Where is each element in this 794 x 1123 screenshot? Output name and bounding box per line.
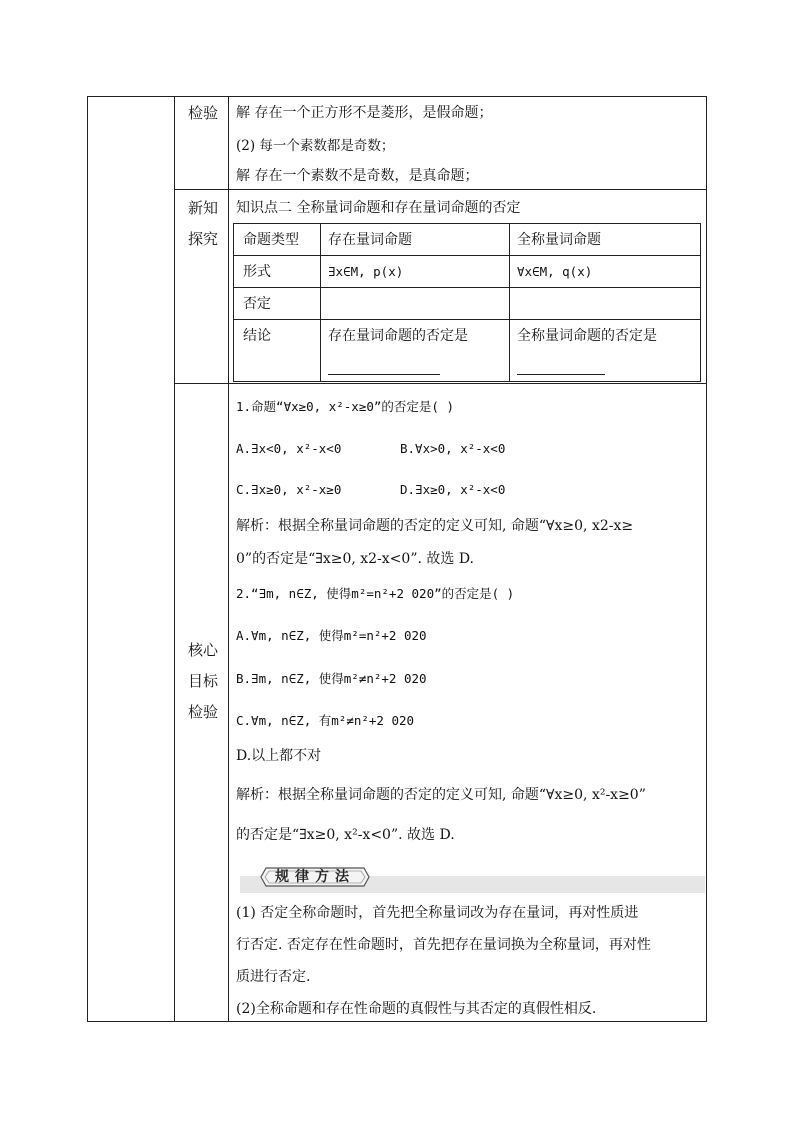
fill-blank-universal[interactable]: [517, 374, 605, 375]
negation-table-col-line-1: [320, 223, 321, 382]
section-label-review: 检验: [187, 104, 218, 122]
table-cell-form-label: 形式: [243, 264, 271, 280]
negation-table-col-line-2: [509, 223, 510, 382]
review-line-3: 解 存在一个素数不是奇数，是真命题；: [236, 168, 479, 184]
fill-blank-existential[interactable]: [328, 374, 440, 375]
table-cell-form-existential: ∃x∈M, p(x): [328, 264, 404, 279]
method-badge: [260, 866, 370, 888]
section-label-new-knowledge-2: 探究: [187, 230, 218, 248]
question-2: 2.“∃m, n∈Z, 使得m²=n²+2 020”的否定是( ): [236, 586, 515, 601]
question-1-option-a: A.∃x<0, x²-x<0: [236, 441, 342, 456]
table-cell-conclusion-label: 结论: [243, 328, 271, 344]
review-line-2: (2) 每一个素数都是奇数；: [236, 138, 395, 154]
question-2-option-c: C.∀m, n∈Z, 有m²≠n²+2 020: [236, 713, 415, 728]
answer-2-line-1: 解析：根据全称量词命题的否定的定义可知, 命题“∀x≥0, x²-x≥0”: [236, 787, 646, 803]
answer-1-line-2: 0”的否定是“∃x≥0, x2-x<0”. 故选 D.: [236, 551, 474, 567]
answer-1-line-1: 解析：根据全称量词命题的否定的定义可知, 命题“∀x≥0, x2-x≥: [236, 518, 634, 534]
answer-2-line-2: 的否定是“∃x≥0, x²-x<0”. 故选 D.: [236, 827, 455, 843]
table-cell-form-universal: ∀x∈M, q(x): [517, 264, 593, 279]
section-label-core-1: 核心: [187, 641, 218, 659]
row-divider-1: [174, 189, 707, 190]
method-line-2: 行否定. 否定存在性命题时，首先把存在量词换为全称量词，再对性: [236, 937, 651, 953]
method-line-3: 质进行否定.: [236, 969, 311, 985]
column-divider-2: [228, 96, 229, 1022]
question-2-option-d: D.以上都不对: [236, 748, 322, 764]
negation-table-row-line-1: [233, 255, 701, 256]
section-label-new-knowledge-1: 新知: [187, 199, 218, 217]
table-cell-negation-label: 否定: [243, 296, 271, 312]
row-divider-2: [174, 383, 707, 384]
table-header-universal: 全称量词命题: [517, 232, 601, 248]
method-line-4: (2)全称命题和存在性命题的真假性与其否定的真假性相反.: [236, 1001, 597, 1017]
question-1-option-b: B.∀x>0, x²-x<0: [400, 441, 506, 456]
question-1: 1.命题“∀x≥0, x²-x≥0”的否定是( ): [236, 399, 454, 414]
table-header-type: 命题类型: [243, 232, 299, 248]
question-2-option-b: B.∃m, n∈Z, 使得m²≠n²+2 020: [236, 671, 427, 686]
review-line-1: 解 存在一个正方形不是菱形，是假命题；: [236, 105, 493, 121]
table-cell-conclusion-universal: 全称量词命题的否定是: [517, 328, 657, 344]
method-badge-label: 规律方法: [275, 869, 355, 885]
section-label-core-2: 目标: [187, 672, 218, 690]
table-cell-conclusion-existential: 存在量词命题的否定是: [328, 328, 468, 344]
section-label-core-3: 检验: [187, 703, 218, 721]
method-line-1: (1) 否定全称命题时，首先把全称量词改为存在量词，再对性质进: [236, 905, 639, 921]
question-2-option-a: A.∀m, n∈Z, 使得m²=n²+2 020: [236, 628, 427, 643]
question-1-option-c: C.∃x≥0, x²-x≥0: [236, 482, 342, 497]
negation-table-row-line-2: [233, 287, 701, 288]
negation-table-row-line-3: [233, 319, 701, 320]
table-header-existential: 存在量词命题: [328, 232, 412, 248]
negation-table: [233, 223, 701, 382]
knowledge-title: 知识点二 全称量词命题和存在量词命题的否定: [236, 200, 521, 216]
question-1-option-d: D.∃x≥0, x²-x<0: [400, 482, 506, 497]
column-divider-1: [174, 96, 175, 1022]
